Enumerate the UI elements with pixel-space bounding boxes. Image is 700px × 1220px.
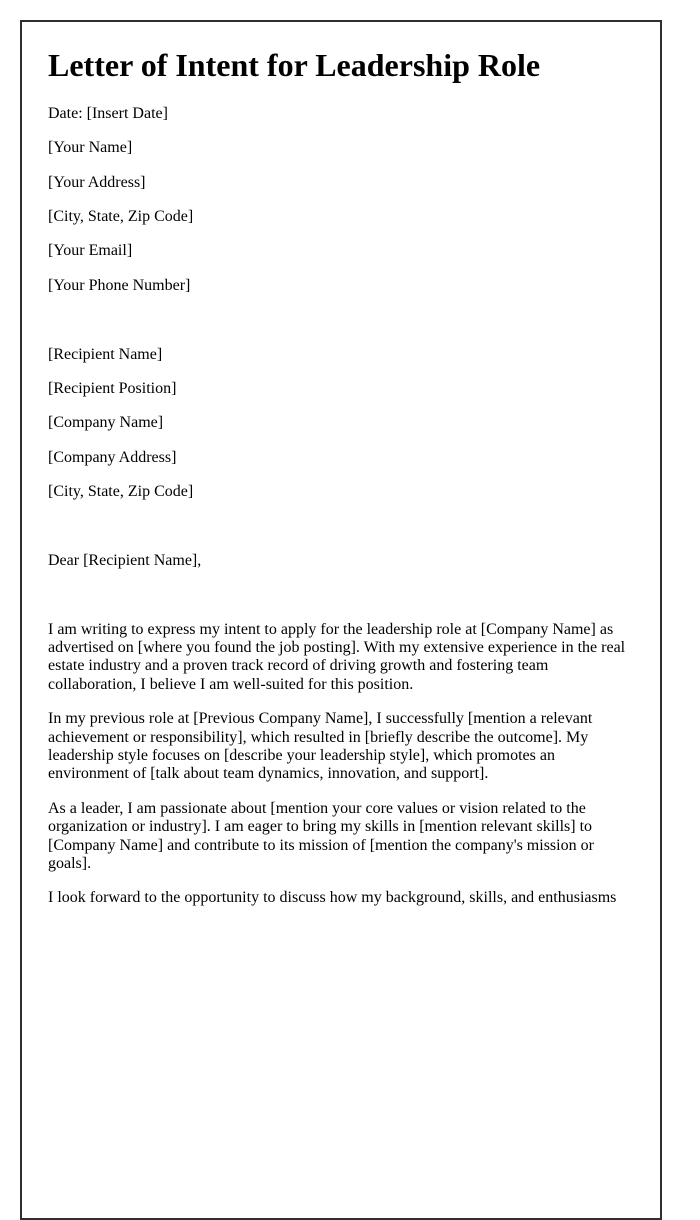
block-spacer [48,586,634,604]
company-city-state-zip-line: [City, State, Zip Code] [48,483,194,501]
sender-city-state-zip-line: [City, State, Zip Code] [48,207,194,225]
experience-paragraph: In my previous role at [Previous Company Name], I successfully [mention a relevant achievement or responsibility], which resulted in [briefly describe the outcome]. My leadership style focuses on [describe your leadership style], which promotes an environment of [talk about team dynamics, innovation, and support]. [48,710,593,783]
sender-phone-line: [Your Phone Number] [48,276,191,294]
company-name-line: [Company Name] [48,414,164,432]
date-line: Date: [Insert Date] [48,104,168,122]
block-spacer [48,517,634,535]
sender-name-line: [Your Name] [48,139,133,157]
letter-page [20,20,662,1220]
sender-address-line: [Your Address] [48,173,146,191]
intro-paragraph: I am writing to express my intent to apply for the leadership role at [Company Name] as advertised on [where you found the job posting]. With my extensive experience in the real estate industry and a proven track record of driving growth and fostering team collaboration, I believe I am well-suited for this position. [48,620,626,693]
recipient-name-line: [Recipient Name] [48,345,163,363]
recipient-position-line: [Recipient Position] [48,379,177,397]
values-paragraph: As a leader, I am passionate about [mention your core values or vision related to the organization or industry]. I am eager to bring my skills in [mention relevant skills] to [Company Name] and contribute to its mission of [mention the company's mission or goals]. [48,799,594,872]
company-address-line: [Company Address] [48,448,177,466]
salutation-line: Dear [Recipient Name], [48,551,202,569]
sender-email-line: [Your Email] [48,242,133,260]
block-spacer [48,311,634,329]
letter-title: Letter of Intent for Leadership Role [48,47,541,83]
closing-paragraph: I look forward to the opportunity to discuss how my background, skills, and enthusiasms [48,889,617,907]
